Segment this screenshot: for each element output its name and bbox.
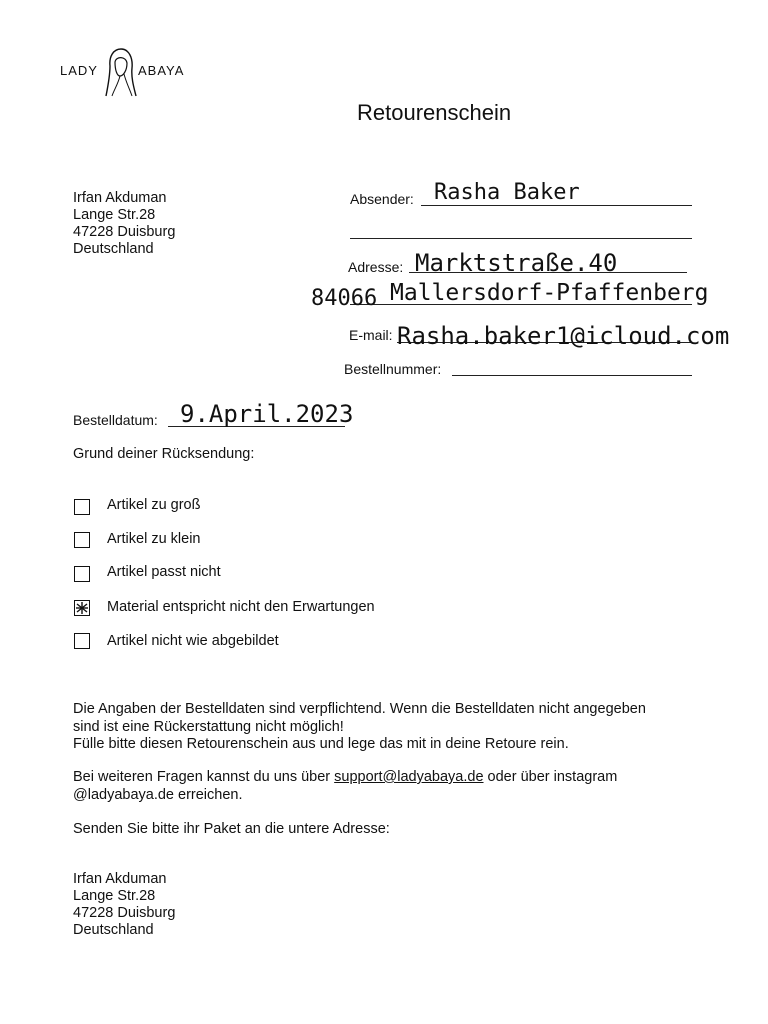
hijab-woman-icon xyxy=(104,46,138,98)
checkbox-label: Material entspricht nicht den Erwartungen xyxy=(107,599,375,615)
return-address-line: Irfan Akduman xyxy=(73,871,167,887)
shop-address xyxy=(73,190,175,258)
order-number-label: Bestellnummer: xyxy=(344,361,442,377)
return-address-line: Deutschland xyxy=(73,922,154,938)
shop-address-line: Deutschland xyxy=(73,241,154,257)
info-text: Fülle bitte diesen Retourenschein aus und lege das mit in deine Retoure rein. xyxy=(73,736,569,752)
brand-logo xyxy=(60,46,195,98)
checkbox-material-not-as-expected[interactable] xyxy=(74,600,90,616)
logo-word-right: ABAYA xyxy=(138,63,185,78)
contact-text: Bei weiteren Fragen kannst du uns über xyxy=(73,769,335,785)
checkbox-label: Artikel zu klein xyxy=(107,531,201,547)
info-paragraph xyxy=(73,701,646,754)
address-label: Adresse: xyxy=(348,259,404,275)
shop-address-line: Irfan Akduman xyxy=(73,190,167,206)
order-number-field[interactable] xyxy=(452,375,692,376)
checkbox-label: Artikel zu groß xyxy=(107,497,201,513)
checkbox-not-as-pictured[interactable] xyxy=(74,633,90,649)
sender-label: Absender: xyxy=(350,191,414,207)
checkbox-does-not-fit[interactable] xyxy=(74,566,90,582)
shop-address-line: Lange Str.28 xyxy=(73,207,156,223)
support-email-link[interactable]: support@ladyabaya.de xyxy=(334,769,484,785)
checkbox-label: Artikel nicht wie abgebildet xyxy=(107,633,279,649)
sender-line xyxy=(421,205,692,206)
order-date-label: Bestelldatum: xyxy=(73,412,158,428)
info-text: sind ist eine Rückerstattung nicht möglich! xyxy=(73,718,344,735)
logo-word-left: LADY xyxy=(60,63,98,78)
order-date-value[interactable]: 9.April.2023 xyxy=(180,400,354,428)
city-value[interactable]: Mallersdorf-Pfaffenberg xyxy=(390,280,709,306)
contact-text: @ladyabaya.de erreichen. xyxy=(73,786,243,803)
return-address xyxy=(73,871,175,939)
shop-address-line: 47228 Duisburg xyxy=(73,224,176,240)
shipping-instruction: Senden Sie bitte ihr Paket an die untere Adresse: xyxy=(73,821,390,837)
address-street-value[interactable]: Marktstraße.40 xyxy=(415,249,618,277)
checkbox-label: Artikel passt nicht xyxy=(107,564,221,580)
checkmark-star-icon xyxy=(74,600,90,616)
return-address-line: Lange Str.28 xyxy=(73,888,156,904)
checkbox-too-big[interactable] xyxy=(74,499,90,515)
page-title: Retourenschein xyxy=(357,100,512,125)
sender-extra-line[interactable] xyxy=(350,238,692,239)
contact-paragraph xyxy=(73,769,617,804)
email-label: E-mail: xyxy=(349,327,393,343)
reason-heading: Grund deiner Rücksendung: xyxy=(73,446,255,462)
checkbox-too-small[interactable] xyxy=(74,532,90,548)
email-value[interactable]: Rasha.baker1@icloud.com xyxy=(397,322,730,350)
info-text: Die Angaben der Bestelldaten sind verpflichtend. Wenn die Bestelldaten nicht angegeben xyxy=(73,701,646,717)
contact-text: oder über instagram xyxy=(483,769,618,785)
sender-value[interactable]: Rasha Baker xyxy=(434,180,580,205)
return-address-line: 47228 Duisburg xyxy=(73,905,176,921)
postal-code-value[interactable]: 84066 xyxy=(311,286,378,311)
